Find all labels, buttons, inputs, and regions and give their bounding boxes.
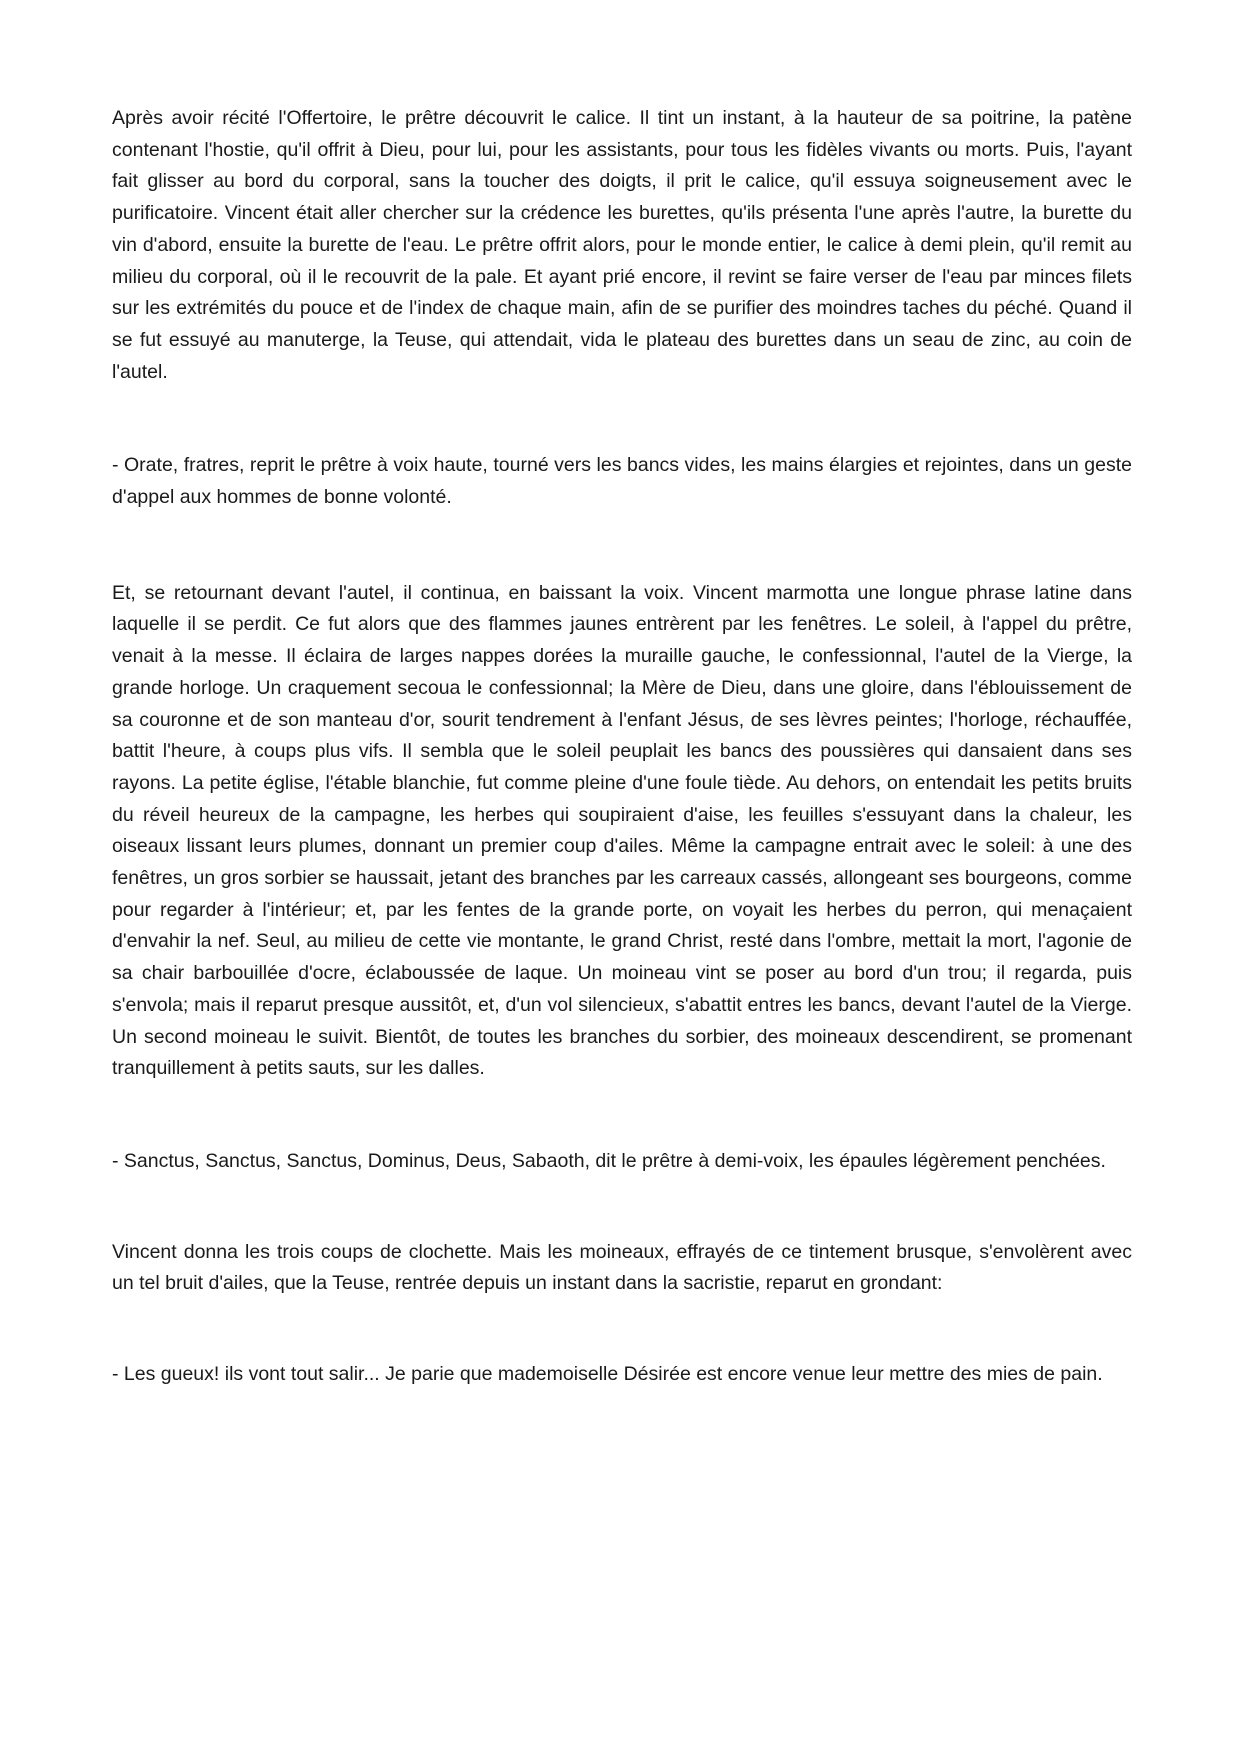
document-page (112, 103, 1132, 1391)
paragraph-sanctus: - Sanctus, Sanctus, Sanctus, Dominus, Deus, Sabaoth, dit le prêtre à demi-voix, les épaules légèrement penchées. (112, 1149, 1106, 1172)
paragraph-sunlight: Et, se retournant devant l'autel, il continua, en baissant la voix. Vincent marmotta une longue phrase latine dans laquelle il se perdit. Ce fut alors que des flammes jaunes entrèrent par les fenêtres. Le soleil, à l'appel du prêtre, venait à la messe. Il éclaira de larges nappes dorées la muraille gauche, le confessionnal, l'autel de la Vierge, la grande horloge. Un craquement secoua le confessionnal; la Mère de Dieu, dans une gloire, dans l'éblouissement de sa couronne et de son manteau d'or, sourit tendrement à l'enfant Jésus, de ses lèvres peintes; l'horloge, réchauffée, battit l'heure, à coups plus vifs. Il sembla que le soleil peuplait les bancs des poussières qui dansaient dans ses rayons. La petite église, l'étable blanchie, fut comme pleine d'une foule tiède. Au dehors, on entendait les petits bruits du réveil heureux de la campagne, les herbes qui soupiraient d'aise, les feuilles s'essuyant dans la chaleur, les oiseaux lissant leurs plumes, donnant un premier coup d'ailes. Même la campagne entrait avec le soleil: à une des fenêtres, un gros sorbier se haussait, jetant des branches par les carreaux cassés, allongeant ses bourgeons, comme pour regarder à l'intérieur; et, par les fentes de la grande porte, on voyait les herbes du perron, qui menaçaient d'envahir la nef. Seul, au milieu de cette vie montante, le grand Christ, resté dans l'ombre, mettait la mort, l'agonie de sa chair barbouillée d'ocre, éclaboussée de laque. Un moineau vint se poser au bord d'un trou; il regarda, puis s'envola; mais il reparut presque aussitôt, et, d'un vol silencieux, s'abattit entres les bancs, devant l'autel de la Vierge. Un second moineau le suivit. Bientôt, de toutes les branches du sorbier, des moineaux descendirent, se promenant tranquillement à petits sauts, sur les dalles. (112, 581, 1132, 1080)
paragraph-offertoire: Après avoir récité l'Offertoire, le prêtre découvrit le calice. Il tint un instant, à la hauteur de sa poitrine, la patène contenant l'hostie, qu'il offrit à Dieu, pour lui, pour les assistants, pour tous les fidèles vivants ou morts. Puis, l'ayant fait glisser au bord du corporal, sans la toucher des doigts, il prit le calice, qu'il essuya soigneusement avec le purificatoire. Vincent était aller chercher sur la crédence les burettes, qu'ils présenta l'une après l'autre, la burette du vin d'abord, ensuite la burette de l'eau. Le prêtre offrit alors, pour le monde entier, le calice à demi plein, qu'il remit au milieu du corporal, où il le recouvrit de la pale. Et ayant prié encore, il revint se faire verser de l'eau par minces filets sur les extrémités du pouce et de l'index de chaque main, afin de se purifier des moindres taches du péché. Quand il se fut essuyé au manuterge, la Teuse, qui attendait, vida le plateau des burettes dans un seau de zinc, au coin de l'autel. (112, 107, 1132, 383)
paragraph-clochette: Vincent donna les trois coups de clochette. Mais les moineaux, effrayés de ce tintement brusque, s'envolèrent avec un tel bruit d'ailes, que la Teuse, rentrée depuis un instant dans la sacristie, reparut en grondant: (112, 1240, 1132, 1295)
paragraph-orate-fratres: - Orate, fratres, reprit le prêtre à voix haute, tourné vers les bancs vides, les mains élargies et rejointes, dans un geste d'appel aux hommes de bonne volonté. (112, 454, 1132, 509)
paragraph-les-gueux: - Les gueux! ils vont tout salir... Je parie que mademoiselle Désirée est encore venue leur mettre des mies de pain. (112, 1363, 1103, 1386)
